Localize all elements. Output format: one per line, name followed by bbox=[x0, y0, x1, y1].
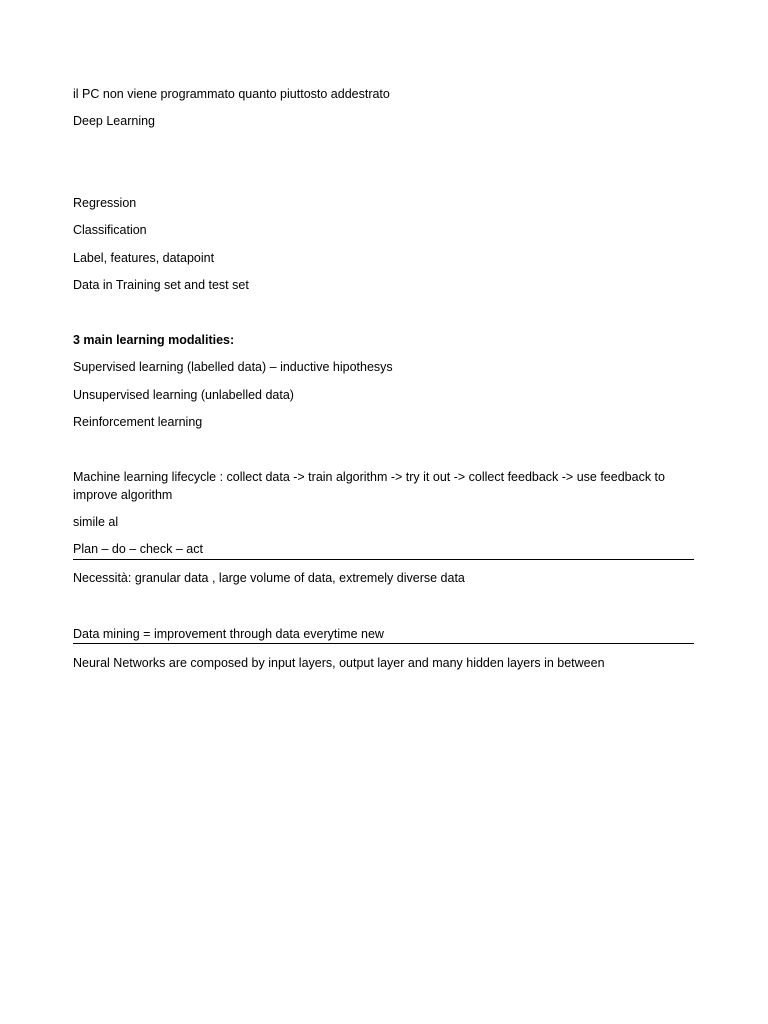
text-line-deep-learning: Deep Learning bbox=[73, 114, 156, 128]
text-line-regression: Regression bbox=[73, 196, 137, 210]
heading-learning-modalities: 3 main learning modalities: bbox=[73, 333, 235, 347]
text-paragraph-lifecycle: Machine learning lifecycle : collect data -> train algorithm -> try it out -> collect feedback -> use feedback to improve algorithm bbox=[73, 470, 665, 502]
text-line-label-features: Label, features, datapoint bbox=[73, 251, 215, 265]
text-line-pc-trained: il PC non viene programmato quanto piuttosto addestrato bbox=[73, 87, 390, 101]
text-line-simile: simile al bbox=[73, 515, 119, 529]
text-line-training-test-set: Data in Training set and test set bbox=[73, 278, 249, 292]
text-line-necessita: Necessità: granular data , large volume of data, extremely diverse data bbox=[73, 571, 465, 585]
horizontal-rule-1 bbox=[73, 559, 694, 560]
text-line-classification: Classification bbox=[73, 223, 147, 237]
text-line-reinforcement: Reinforcement learning bbox=[73, 415, 203, 429]
text-line-plan-do-check-act: Plan – do – check – act bbox=[73, 542, 203, 556]
text-line-unsupervised: Unsupervised learning (unlabelled data) bbox=[73, 388, 294, 402]
text-line-data-mining: Data mining = improvement through data everytime new bbox=[73, 627, 384, 641]
text-line-neural-networks: Neural Networks are composed by input layers, output layer and many hidden layers in between bbox=[73, 656, 605, 670]
text-line-supervised: Supervised learning (labelled data) – inductive hipothesys bbox=[73, 360, 393, 374]
horizontal-rule-2 bbox=[73, 643, 694, 644]
